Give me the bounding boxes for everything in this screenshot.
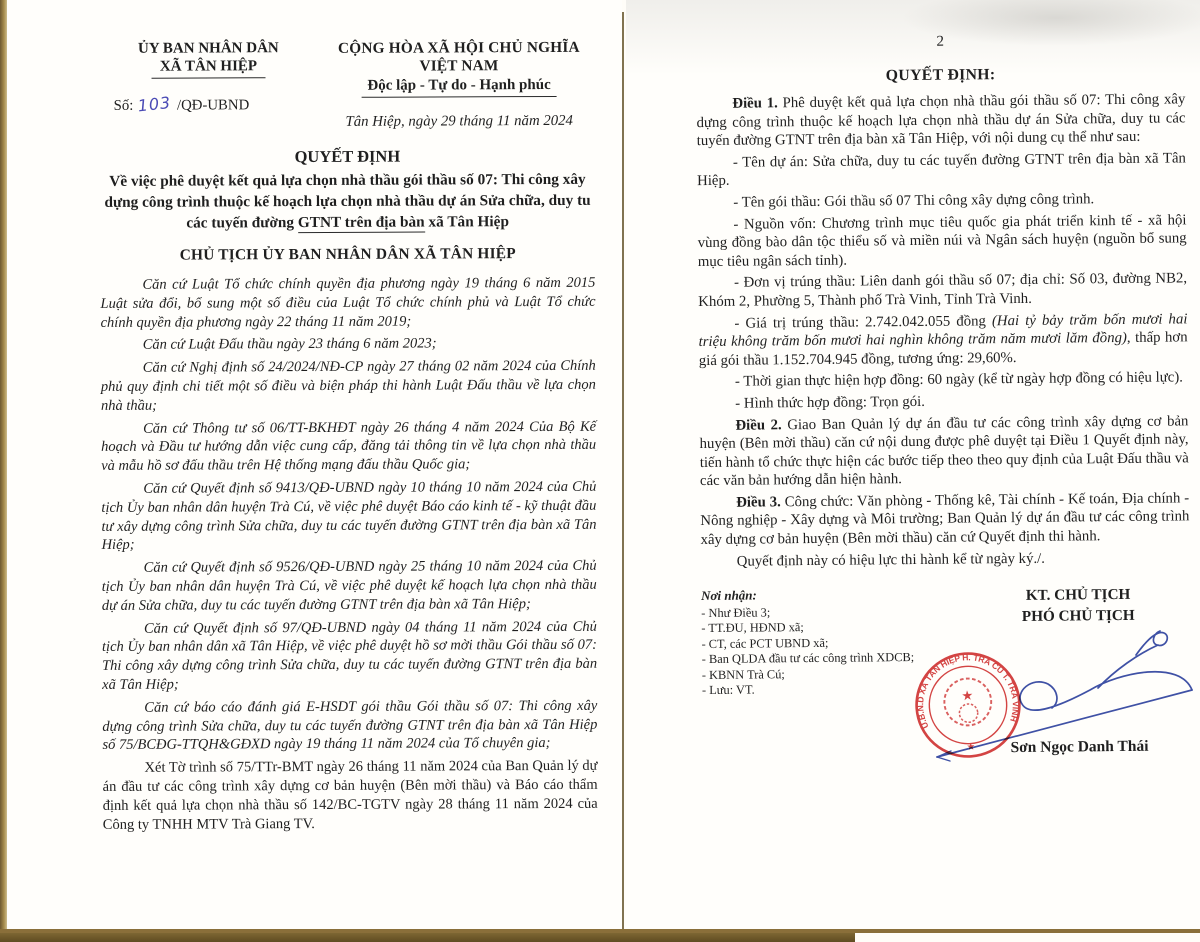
recipient-item: - Ban QLDA đầu tư các công trình XDCB; [701,650,915,667]
legal-basis-paragraph: Căn cứ Quyết định số 97/QĐ-UBND ngày 04 tháng 11 năm 2024 của Chủ tịch Ủy ban nhân dân xã Tân Hiệp, về việc phê duyệt hồ sơ mời thầu Gói thầu số 07: Thi công xây dựng công trình Sửa chữa, duy tu các tuyến đường GTNT trên địa bàn xã Tân Hiệp; [101,618,598,693]
org-sub-name: XÃ TÂN HIỆP [152,58,265,78]
page-seam [622,12,624,932]
article-1-text: Phê duyệt kết quả lựa chọn nhà thầu gói thầu số 07: Thi công xây dựng công trình thuộc kế hoạch lựa chọn nhà thầu dự án Sửa chữa, duy tu các tuyến đường GTNT trên địa bàn xã Tân Hiệp, với nội dung cụ thể như sau: [696,91,1186,150]
signer-name: Sơn Ngọc Danh Thái [1010,738,1149,757]
article-3 [700,489,1190,549]
issuer-line: CHỦ TỊCH ỦY BAN NHÂN DÂN XÃ TÂN HIỆP [179,245,516,264]
winning-price-words: (Hai tỷ bảy trăm bốn mươi hai triệu không trăm bốn mươi hai nghìn không trăm năm mươi lăm đồng) [698,310,1188,351]
signature-flourish [1136,631,1167,655]
recipient-item: - TT.ĐU, HĐND xã; [701,620,804,636]
page-1-content [5,0,624,835]
vietnam-emblem-star: ★ [960,687,974,704]
seal-rim-text: U.B.N.D XÃ TÂN HIỆP H. TRÀ CÚ T. TRÀ VINH [915,652,1021,731]
article-3-text: Công chức: Văn phòng - Thống kê, Tài chính - Kế toán, Địa chính - Nông nghiệp - Xây dựng và Môi trường; Ban Quản lý dự án đầu tư các công trình xây dựng cơ bản huyện (Bên mời thầu) căn cứ Quyết định thi hành. [700,490,1190,549]
doc-number [100,94,318,115]
signer-role-2: PHÓ CHỦ TỊCH [1021,607,1135,626]
item-winning-price [698,310,1188,370]
legal-basis-paragraph: Căn cứ Quyết định số 9413/QĐ-UBND ngày 10 tháng 10 năm 2024 của Chủ tịch Ủy ban nhân dân huyện Trà Cú, về việc phê duyệt Báo cáo kinh tế - kỹ thuật đầu tư xây dựng công trình Sửa chữa, duy tu các tuyến đường GTNT trên địa bàn xã Tân Hiệp; [101,478,597,554]
legal-basis-paragraphs [100,274,597,834]
recipients-label: Nơi nhận: [700,587,757,604]
item-funding-source: - Nguồn vốn: Chương trình mục tiêu quốc gia phát triển kinh tế - xã hội vùng đồng bào dân tộc thiểu số và miền núi và Ngân sách huyện (nguồn bổ sung mục tiêu ngân sách tỉnh). [697,211,1187,270]
issuing-org-block [99,40,317,132]
legal-basis-paragraph: Căn cứ Quyết định số 9526/QĐ-UBND ngày 25 tháng 10 năm 2024 của Chủ tịch Ủy ban nhân dân huyện Trà Cú, về việc phê duyệt kế hoạch lựa chọn nhà thầu dự án Sửa chữa, duy tu các tuyến đường GTNT trên địa bàn xã Tân Hiệp; [101,557,597,614]
org-name: ỦY BAN NHÂN DÂN [137,40,279,57]
dateline: Tân Hiệp, ngày 29 tháng 11 năm 2024 [345,112,573,130]
item-package-name: - Tên gói thầu: Gói thầu số 07 Thi công xây dựng công trình. [733,191,1095,211]
item-contract-type: - Hình thức hợp đồng: Trọn gói. [735,393,926,412]
handwritten-number: 103 [136,92,172,116]
article-2 [699,412,1189,491]
signature-long-stroke [937,687,1192,757]
national-motto-line2: Độc lập - Tự do - Hạnh phúc [361,77,556,98]
left-scan-edge [0,0,7,942]
recipient-item: - Lưu: VT. [701,682,755,698]
legal-basis-paragraph: Căn cứ Luật Đấu thầu ngày 23 tháng 6 năm 2023; [142,335,437,354]
recipient-item: - KBNN Trà Cú; [701,666,785,682]
article-3-label: Điều 3. [736,494,781,511]
decision-heading: QUYẾT ĐỊNH: [885,66,996,85]
article-2-label: Điều 2. [735,416,782,434]
item-project-name: - Tên dự án: Sửa chữa, duy tu các tuyến đường GTNT trên địa bàn xã Tân Hiệp. [697,150,1186,190]
signature [820,618,1200,870]
legal-basis-paragraph: Căn cứ Nghị định số 24/2024/NĐ-CP ngày 27 tháng 02 năm 2024 của Chính phủ quy định chi tiết một số điều và biện pháp thi hành Luật Đấu thầu về lựa chọn nhà thầu; [100,357,596,414]
national-motto-block [323,39,594,131]
effectiveness-clause: Quyết định này có hiệu lực thi hành kể từ ngày ký./. [736,550,1046,570]
recipient-item: - CT, các PCT UBND xã; [701,635,829,651]
legal-basis-paragraph: Căn cứ Luật Tổ chức chính quyền địa phương ngày 19 tháng 6 năm 2015 Luật sửa đổi, bổ sung một số điều của Luật Tổ chức chính phủ và Luật Tổ chức chính quyền địa phương ngày 22 tháng 11 năm 2019; [100,274,596,331]
doc-subtitle-text: Về việc phê duyệt kết quả lựa chọn nhà thầu gói thầu số 07: Thi công xây dựng công trình thuộc kế hoạch lựa chọn nhà thầu dự án Sửa chữa, duy tu các tuyến đường [104,170,591,232]
item-contract-duration: - Thời gian thực hiện hợp đồng: 60 ngày (kể từ ngày hợp đồng có hiệu lực). [734,369,1184,391]
doc-number-prefix: Số: [113,97,134,114]
signer-role-1: KT. CHỦ TỊCH [1025,586,1131,605]
doc-title: QUYẾT ĐỊNH [294,146,401,167]
consideration-paragraph: Xét Tờ trình số 75/TTr-BMT ngày 26 tháng 11 năm 2024 của Ban Quản lý dự án đầu tư các công trình xây dựng cơ bản huyện (Bên mời thầu) và Báo cáo thẩm định kết quả lựa chọn nhà thầu số 142/BC-TGTV ngày 28 tháng 11 năm 2024 của Công ty TNHH MTV Trà Giang TV. [102,757,598,833]
national-motto-line1: CỘNG HÒA XÃ HỘI CHỦ NGHĨA VIỆT NAM [337,38,580,75]
article-2-text: Giao Ban Quản lý dự án đầu tư các công trình xây dựng cơ bản huyện (Bên mời thầu) căn cứ nội dung được phê duyệt tại Điều 1 Quyết định này, tiến hành tổ chức thực hiện các bước tiếp theo theo quy định của Luật Đấu thầu và các văn bản hướng dẫn hiện hành. [699,412,1189,490]
doc-title-block [100,146,595,234]
seal-bottom-star: ★ [966,741,976,753]
doc-number-suffix: /QĐ-UBND [176,97,250,114]
doc-subtitle [100,169,595,234]
item-winning-bidder: - Đơn vị trúng thầu: Liên danh gói thầu số 07; địa chỉ: Số 03, đường NB2, Khóm 2, Phường 5, Thành phố Trà Vinh, Tỉnh Trà Vinh. [698,270,1188,310]
winning-price-tail: , thấp hơn giá gói thầu 1.152.704.945 đồng, tương ứng: 29,60%. [698,329,1188,369]
page-1 [7,0,622,929]
page-1-header [99,39,594,132]
bottom-scan-edge-dark [0,933,855,942]
signature-loop [1020,672,1192,710]
recipient-item: - Như Điều 3; [701,605,771,620]
decision-articles [696,90,1190,571]
article-1-label: Điều 1. [732,95,778,112]
doc-subtitle-tail: xã Tân Hiệp [424,213,510,231]
article-1 [696,90,1186,150]
doc-subtitle-underlined: GTNT trên địa bàn [297,213,425,232]
legal-basis-paragraph: Căn cứ Thông tư số 06/TT-BKHĐT ngày 26 tháng 4 năm 2024 Của Bộ Kế hoạch và Đầu tư hướng dẫn việc cung cấp, đăng tải thông tin về lựa chọn nhà thầu và mẫu hồ sơ đấu thầu trên Hệ thống mạng đấu thầu Quốc gia; [101,418,597,475]
legal-basis-paragraph: Căn cứ báo cáo đánh giá E-HSDT gói thầu Gói thầu số 07: Thi công xây dựng công trình Sửa chữa, duy tu các tuyến đường GTNT trên địa bàn xã Tân Hiệp số 75/BCĐG-TTQH&GĐXD ngày 19 tháng 11 năm 2024 của Tổ chuyên gia; [102,697,598,754]
page-number: 2 [936,33,945,50]
winning-price-lead: - Giá trị trúng thầu: 2.742.042.055 đồng [734,312,993,332]
